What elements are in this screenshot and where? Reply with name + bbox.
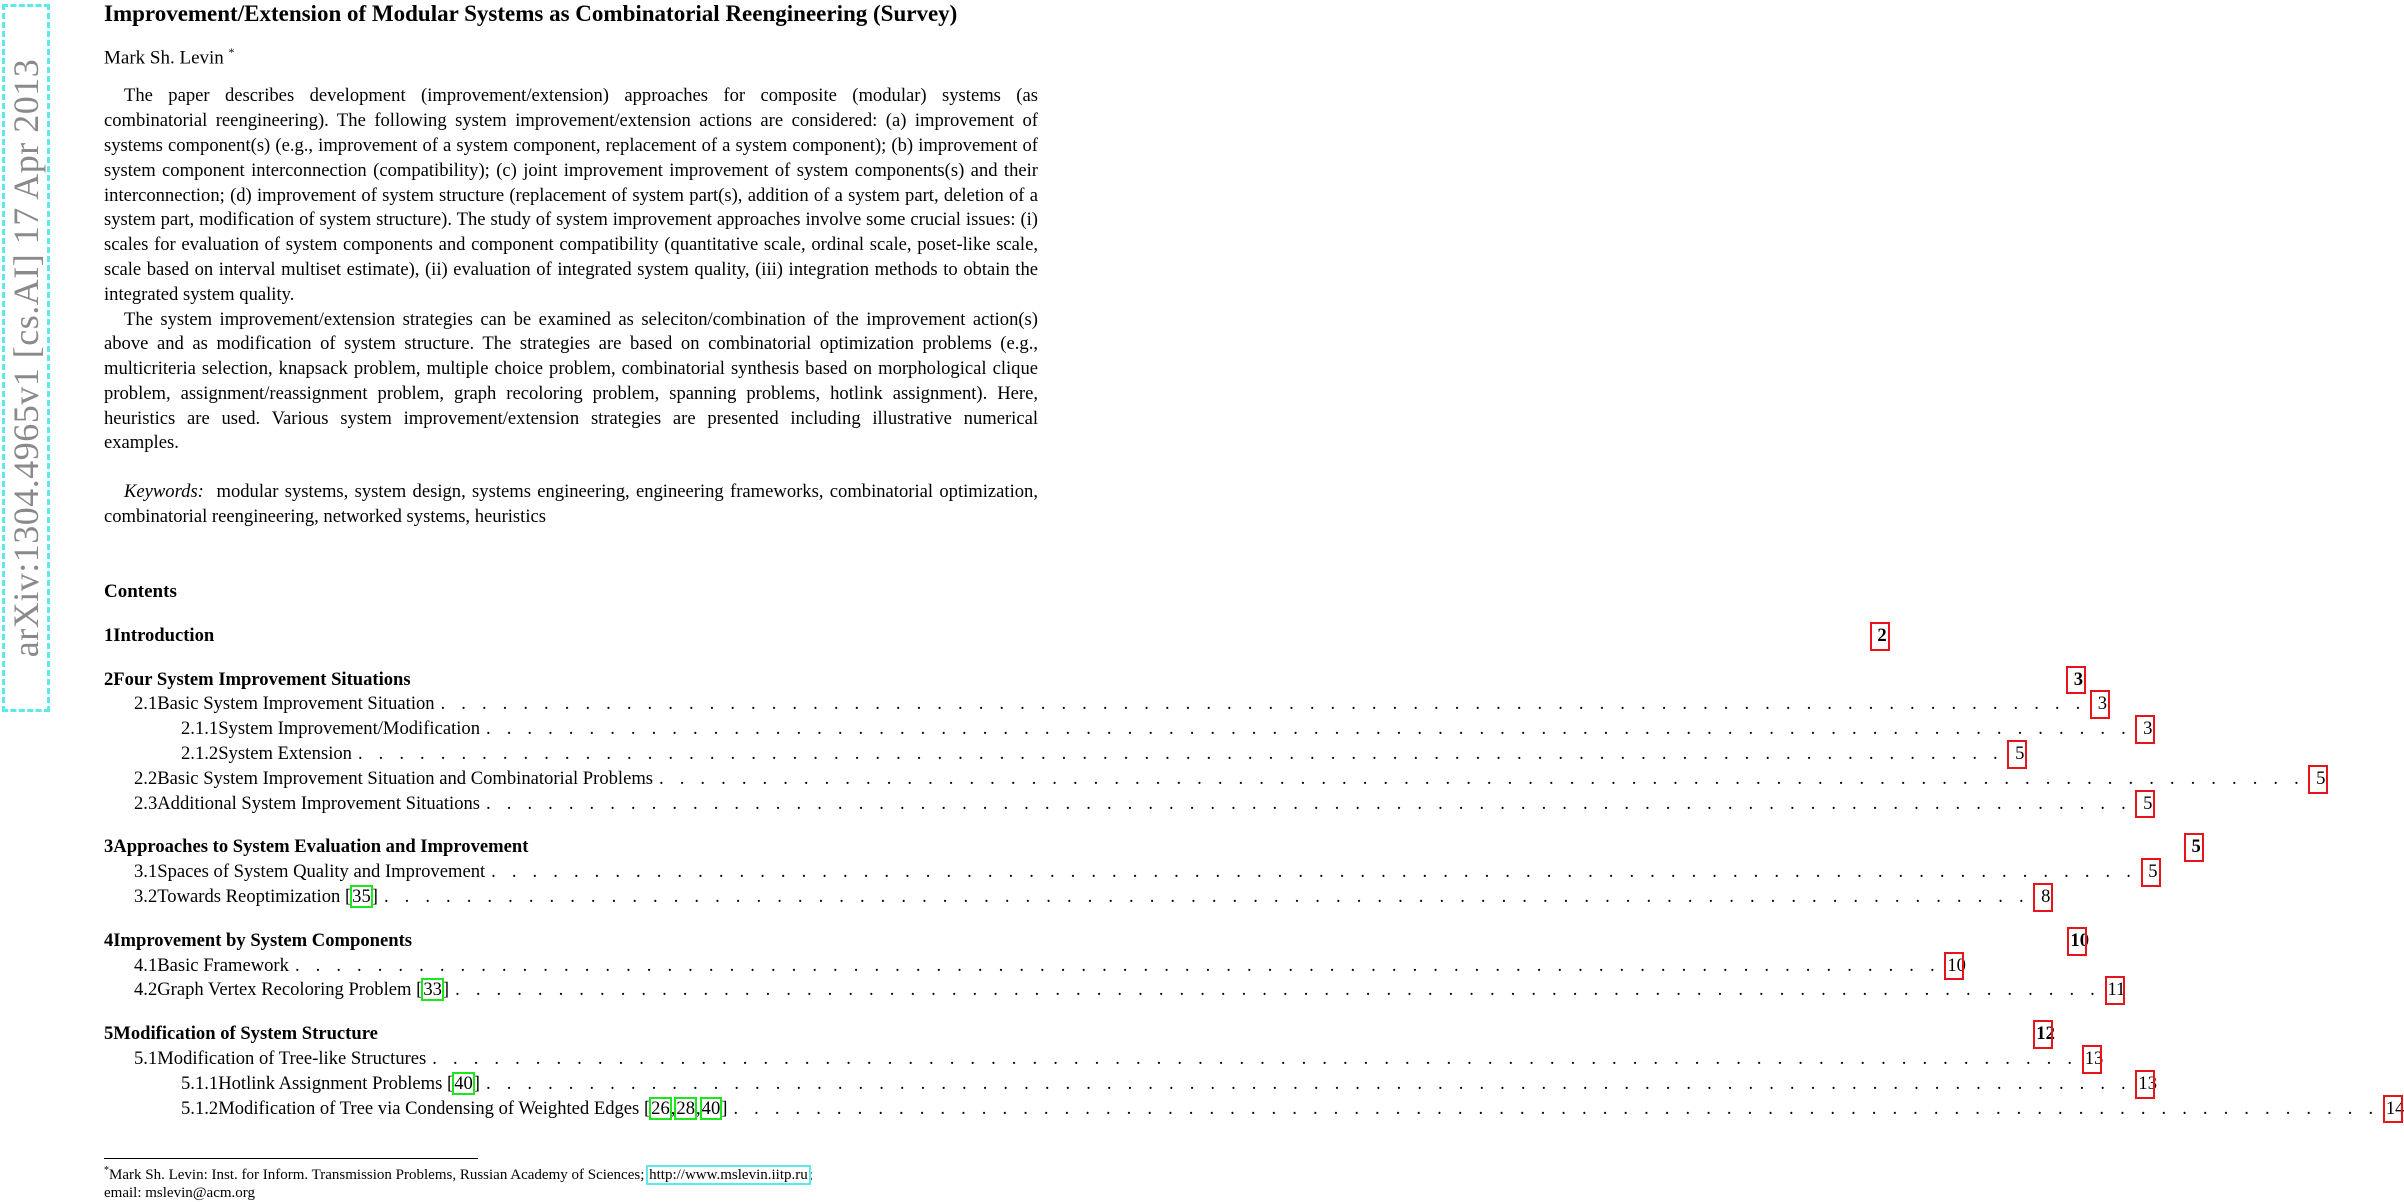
toc-page-link[interactable]: 3 [2068,668,2084,693]
toc-entry-2-1[interactable] [104,692,2107,717]
toc-number: 5.1 [134,1048,158,1070]
citation-link[interactable]: 35 [352,886,371,908]
toc-entry-section-2[interactable] [104,668,2084,693]
citation-link[interactable]: 40 [454,1072,473,1094]
toc-entry-5-1-1[interactable] [104,1072,2157,1097]
toc-leader: . . . . . . . . . . . . . . . . . . . . . . . . . . . . . . . . . . . . . . . . . . . . . . . . . . . . . . . . . . . . . . . . . . . . . . . . . . . . . . . . [440,693,2086,715]
abstract [104,84,1038,456]
toc-number: 3.1 [134,861,158,883]
toc-entry-section-4[interactable] [104,929,2090,954]
arxiv-watermark[interactable] [2,4,50,712]
author-footnote [104,1162,1038,1202]
main-column [104,0,2404,1121]
toc-page-link[interactable]: 13 [2137,1072,2153,1097]
citation-link[interactable]: 26 [651,1097,670,1119]
toc-number: 2.1.2 [181,743,219,765]
toc-page-link[interactable]: 11 [2107,978,2123,1003]
toc-number: 5.1.1 [181,1072,219,1094]
paper-title: Improvement/Extension of Modular Systems as Combinatorial Reengineering (Survey) [104,1,958,26]
toc-number: 3 [104,836,114,858]
toc-leader: . . . . . . . . . . . . . . . . . . . . . . . . . . . . . . . . . . . . . . . . . . . . . . . . . . . . . . . . . . . . . . . . . . . . . . . . . . . . . . . . [383,886,2030,908]
toc-entry-2-3[interactable] [104,792,2153,817]
toc-page-link[interactable]: 2 [1872,624,1888,649]
toc-page-link[interactable]: 5 [2009,742,2025,767]
toc-title: System Improvement/Modification [218,718,481,740]
toc-entry-3-1[interactable] [104,860,2158,885]
toc-number: 4.1 [134,954,158,976]
toc-leader: . . . . . . . . . . . . . . . . . . . . . . . . . . . . . . . . . . . . . . . . . . . . . . . . . . . . . . . . . . . . . . . . . . . . . . . . . . . . . . . . [491,861,2137,883]
toc-entry-section-5[interactable] [104,1022,2055,1047]
toc-page-link[interactable]: 8 [2035,885,2051,910]
toc-leader: . . . . . . . . . . . . . . . . . . . . . . . . . . . . . . . . . . . . . . . . . . . . . . . . . . . . . . . . . . . . . . . . . . . . . . . . . . . . . . . . [486,718,2132,740]
toc-entry-4-2[interactable] [104,978,2126,1003]
toc-number: 1 [104,624,114,646]
toc-entry-3-2[interactable] [104,885,2051,910]
toc-title: Modification of System Structure [113,1023,378,1045]
toc-title-text: Modification of Tree via Condensing of Weighted Edges [218,1097,640,1119]
toc-title: Basic System Improvement Situation [157,693,435,715]
toc-title: Graph Vertex Recoloring Problem [33] [157,979,450,1001]
toc-page-link[interactable]: 3 [2137,717,2153,742]
footnote-rule [104,1158,478,1159]
citation-link[interactable]: 28 [676,1097,695,1119]
toc-entry-section-1[interactable] [104,624,1887,649]
toc-title: Basic Framework [157,954,289,976]
toc-page-link[interactable]: 5 [2143,860,2159,885]
toc-title: Towards Reoptimization [35] [157,886,378,908]
author-line [104,40,1038,70]
footnote-punct: ; [808,1167,813,1183]
toc-number: 5 [104,1023,114,1045]
toc-leader: . . . . . . . . . . . . . . . . . . . . . . . . . . . . . . . . . . . . . . . . . . . . . . . . . . . . . . . . . . . . . . . . . . . . . . . . . . . . . . . . [294,954,1941,976]
toc-number: 2 [104,668,114,690]
toc-number: 2.2 [134,767,158,789]
toc-number: 2.1.1 [181,718,219,740]
toc-title: Introduction [113,624,215,646]
toc-leader: . . . . . . . . . . . . . . . . . . . . . . . . . . . . . . . . . . . . . . . . . . . . . . . . . . . . . . . . . . . . . . . . . . . . . . . . . . . . . . . . [357,743,2004,765]
footnote-email: email: mslevin@acm.org [104,1185,256,1201]
toc-page-link[interactable]: 14 [2385,1097,2401,1122]
toc-title: Basic System Improvement Situation and Combinatorial Problems [157,767,654,789]
toc-number: 4.2 [134,979,158,1001]
toc-page-link[interactable]: 10 [1946,954,1962,979]
author-name: Mark Sh. Levin [104,47,224,69]
toc-title: Modification of Tree-like Structures [157,1048,427,1070]
keywords-label: Keywords: [124,481,204,503]
toc-leader: . . . . . . . . . . . . . . . . . . . . . . . . . . . . . . . . . . . . . . . . . . . . . . . . . . . . . . . . . . . . . . . . . . . . . . . . . . . . . . . . [486,792,2132,814]
toc-number: 3.2 [134,886,158,908]
toc-number: 4 [104,929,114,951]
toc-page-link[interactable]: 5 [2137,792,2153,817]
toc-number: 2.3 [134,792,158,814]
toc-leader: . . . . . . . . . . . . . . . . . . . . . . . . . . . . . . . . . . . . . . . . . . . . . . . . . . . . . . . . . . . . . . . . . . . . . . . . . . . . . . . . [733,1097,2379,1119]
toc-entry-5-1[interactable] [104,1047,2104,1072]
contents-heading: Contents [104,580,177,602]
toc-page-link[interactable]: 3 [2092,692,2108,717]
author-homepage-link[interactable]: http://www.mslevin.iitp.ru [649,1167,808,1183]
keywords-text: modular systems, system design, systems engineering, engineering frameworks, combinatorial optimization, combinatorial reengineering, networked systems, heuristics [104,481,1038,528]
toc-page-link[interactable]: 5 [2310,767,2326,792]
toc-title-text: Towards Reoptimization [157,886,341,908]
abstract-paragraph-2: The system improvement/extension strategies can be examined as seleciton/combination of the improvement action(s) above and as modification of system structure. The strategies are based on combinatorial optimization problems (e.g., multicriteria selection, knapsack problem, multiple choice problem, combinatorial synthesis based on morphological clique problem, assignment/reassignment problem, graph recoloring problem, spanning problems, hotlink assignment). Here, heuristics are used. Various system improvement/extension strategies are presented including illustrative numerical examples. [104,308,1038,454]
keywords [104,480,1038,530]
toc-leader: . . . . . . . . . . . . . . . . . . . . . . . . . . . . . . . . . . . . . . . . . . . . . . . . . . . . . . . . . . . . . . . . . . . . . . . . . . . . . . . . [455,979,2101,1001]
author-footnote-mark[interactable]: * [228,45,235,59]
toc-title-text: Graph Vertex Recoloring Problem [157,979,412,1001]
toc-entry-4-1[interactable] [104,954,1966,979]
toc-page-link[interactable]: 12 [2035,1022,2051,1047]
citation-link[interactable]: 40 [701,1097,721,1119]
toc-page-link[interactable]: 13 [2084,1047,2100,1072]
toc-entry-2-1-2[interactable] [104,742,2025,767]
toc-title: Four System Improvement Situations [113,668,411,690]
toc-page-link[interactable]: 5 [2186,835,2202,860]
toc-entry-2-1-1[interactable] [104,717,2153,742]
footnote-affiliation: Mark Sh. Levin: Inst. for Inform. Transmission Problems, Russian Academy of Sciences; [109,1167,645,1183]
abstract-paragraph-1: The paper describes development (improvement/extension) approaches for composite (modular) systems (as combinatorial reengineering). The following system improvement/extension actions are considered: (a) improvement of systems component(s) (e.g., improvement of a system component, replacement of a system component); (b) improvement of system component interconnection (compatibility); (c) joint improvement improvement of system components(s) and their interconnection; (d) improvement of system structure (replacement of system part(s), addition of a system part, deletion of a system part, modification of system structure). The study of system improvement approaches involve some crucial issues: (i) scales for evaluation of system components and component compatibility (quantitative scale, ordinal scale, poset-like scale, scale based on interval multiset estimate), (ii) evaluation of integrated system quality, (iii) integration methods to obtain the integrated system quality. [104,85,1038,305]
toc-number: 5.1.2 [181,1097,219,1119]
toc-leader: . . . . . . . . . . . . . . . . . . . . . . . . . . . . . . . . . . . . . . . . . . . . . . . . . . . . . . . . . . . . . . . . . . . . . . . . . . . . . . . . [432,1048,2078,1070]
toc-title: Hotlink Assignment Problems [40] [218,1072,480,1094]
toc-entry-2-2[interactable] [104,767,2326,792]
toc-page-link[interactable]: 10 [2069,929,2085,954]
toc-title-text: Hotlink Assignment Problems [218,1072,443,1094]
toc-leader: . . . . . . . . . . . . . . . . . . . . . . . . . . . . . . . . . . . . . . . . . . . . . . . . . . . . . . . . . . . . . . . . . . . . . . . . . . . . . . . . [659,767,2305,789]
arxiv-watermark-text: arXiv:1304.4965v1 [cs.AI] 17 Apr 2013 [6,58,47,658]
toc-title: Approaches to System Evaluation and Improvement [113,836,529,858]
toc-title: System Extension [218,743,352,765]
table-of-contents [104,624,2404,1122]
toc-entry-section-3[interactable] [104,835,2201,860]
toc-number: 2.1 [134,693,158,715]
toc-entry-5-1-2[interactable] [104,1097,2404,1122]
citation-link[interactable]: 33 [423,979,442,1001]
toc-title: Improvement by System Components [113,929,413,951]
toc-title: Modification of Tree via Condensing of Weighted Edges [26,28,40] [218,1097,728,1119]
footnote-mark: * [104,1165,109,1176]
toc-leader: . . . . . . . . . . . . . . . . . . . . . . . . . . . . . . . . . . . . . . . . . . . . . . . . . . . . . . . . . . . . . . . . . . . . . . . . . . . . . . . . [486,1072,2132,1094]
toc-title: Spaces of System Quality and Improvement [157,861,486,883]
toc-title: Additional System Improvement Situations [157,792,481,814]
